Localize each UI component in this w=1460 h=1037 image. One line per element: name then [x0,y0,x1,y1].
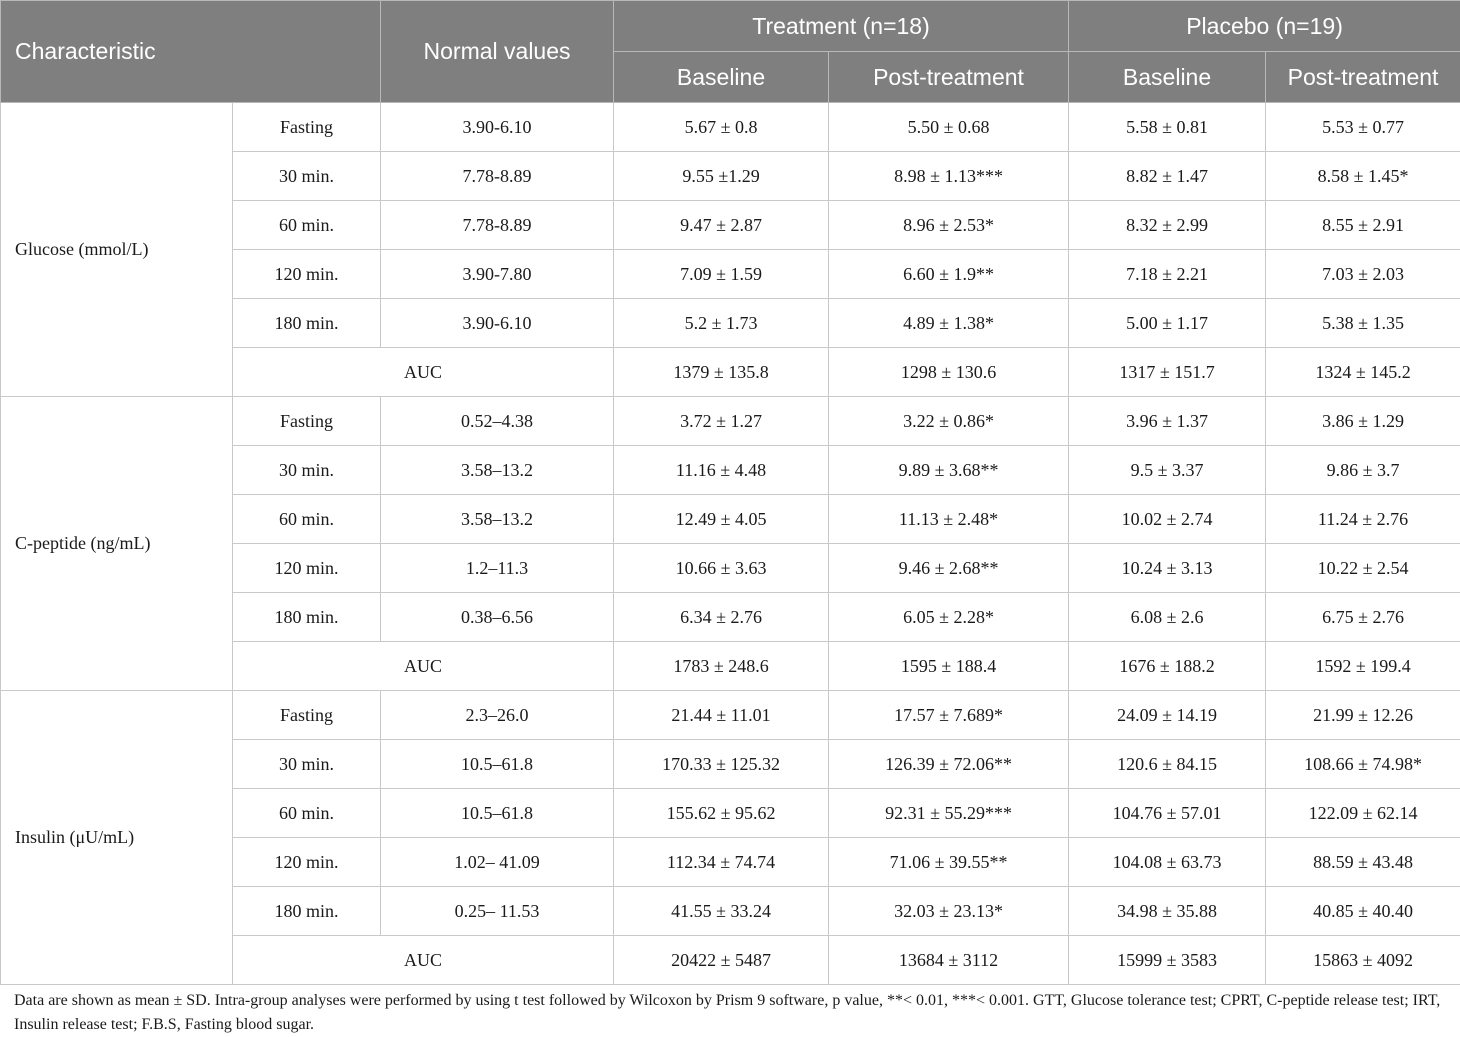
placebo-baseline-cell: 9.5 ± 3.37 [1069,446,1266,495]
treatment-post-cell: 71.06 ± 39.55** [829,838,1069,887]
header-treatment: Treatment (n=18) [614,1,1069,52]
header-characteristic: Characteristic [1,1,381,103]
normal-range-cell: 0.25– 11.53 [381,887,614,936]
treatment-post-cell: 1298 ± 130.6 [829,348,1069,397]
placebo-baseline-cell: 8.82 ± 1.47 [1069,152,1266,201]
time-cell: Fasting [233,691,381,740]
normal-range-cell: 2.3–26.0 [381,691,614,740]
normal-range-cell: 1.02– 41.09 [381,838,614,887]
normal-range-cell: 10.5–61.8 [381,740,614,789]
placebo-baseline-cell: 34.98 ± 35.88 [1069,887,1266,936]
time-cell: 30 min. [233,152,381,201]
treatment-post-cell: 9.46 ± 2.68** [829,544,1069,593]
placebo-post-cell: 108.66 ± 74.98* [1266,740,1460,789]
placebo-baseline-cell: 3.96 ± 1.37 [1069,397,1266,446]
treatment-baseline-cell: 112.34 ± 74.74 [614,838,829,887]
treatment-baseline-cell: 5.2 ± 1.73 [614,299,829,348]
treatment-baseline-cell: 21.44 ± 11.01 [614,691,829,740]
header-normal-values: Normal values [381,1,614,103]
placebo-post-cell: 40.85 ± 40.40 [1266,887,1460,936]
header-treatment-post: Post-treatment [829,52,1069,103]
placebo-baseline-cell: 5.00 ± 1.17 [1069,299,1266,348]
placebo-post-cell: 8.58 ± 1.45* [1266,152,1460,201]
normal-range-cell: 10.5–61.8 [381,789,614,838]
treatment-baseline-cell: 3.72 ± 1.27 [614,397,829,446]
placebo-post-cell: 9.86 ± 3.7 [1266,446,1460,495]
placebo-baseline-cell: 7.18 ± 2.21 [1069,250,1266,299]
group-label: Glucose (mmol/L) [1,103,233,397]
table-body [1,103,1460,985]
treatment-baseline-cell: 9.55 ±1.29 [614,152,829,201]
placebo-post-cell: 6.75 ± 2.76 [1266,593,1460,642]
group-label: C-peptide (ng/mL) [1,397,233,691]
placebo-post-cell: 21.99 ± 12.26 [1266,691,1460,740]
treatment-post-cell: 8.98 ± 1.13*** [829,152,1069,201]
normal-range-cell: 3.90-6.10 [381,299,614,348]
normal-range-cell: 7.78-8.89 [381,152,614,201]
placebo-baseline-cell: 104.08 ± 63.73 [1069,838,1266,887]
treatment-baseline-cell: 11.16 ± 4.48 [614,446,829,495]
treatment-post-cell: 5.50 ± 0.68 [829,103,1069,152]
treatment-post-cell: 126.39 ± 72.06** [829,740,1069,789]
treatment-baseline-cell: 155.62 ± 95.62 [614,789,829,838]
treatment-post-cell: 3.22 ± 0.86* [829,397,1069,446]
placebo-post-cell: 10.22 ± 2.54 [1266,544,1460,593]
treatment-baseline-cell: 12.49 ± 4.05 [614,495,829,544]
header-row-top [1,1,1460,52]
placebo-baseline-cell: 15999 ± 3583 [1069,936,1266,985]
treatment-baseline-cell: 5.67 ± 0.8 [614,103,829,152]
normal-range-cell: 3.58–13.2 [381,446,614,495]
treatment-baseline-cell: 20422 ± 5487 [614,936,829,985]
normal-range-cell: 3.58–13.2 [381,495,614,544]
group-label: Insulin (μU/mL) [1,691,233,985]
treatment-post-cell: 4.89 ± 1.38* [829,299,1069,348]
placebo-post-cell: 1324 ± 145.2 [1266,348,1460,397]
table-header [1,1,1460,103]
time-cell: Fasting [233,103,381,152]
time-cell: 180 min. [233,887,381,936]
placebo-post-cell: 8.55 ± 2.91 [1266,201,1460,250]
time-cell: 60 min. [233,495,381,544]
placebo-baseline-cell: 1317 ± 151.7 [1069,348,1266,397]
placebo-baseline-cell: 10.02 ± 2.74 [1069,495,1266,544]
placebo-post-cell: 122.09 ± 62.14 [1266,789,1460,838]
header-placebo: Placebo (n=19) [1069,1,1460,52]
auc-label: AUC [233,642,614,691]
auc-label: AUC [233,348,614,397]
placebo-baseline-cell: 8.32 ± 2.99 [1069,201,1266,250]
header-placebo-post: Post-treatment [1266,52,1460,103]
normal-range-cell: 0.38–6.56 [381,593,614,642]
table-row [1,397,1460,446]
treatment-baseline-cell: 7.09 ± 1.59 [614,250,829,299]
treatment-post-cell: 13684 ± 3112 [829,936,1069,985]
time-cell: 180 min. [233,299,381,348]
placebo-baseline-cell: 6.08 ± 2.6 [1069,593,1266,642]
table-row [1,691,1460,740]
treatment-baseline-cell: 170.33 ± 125.32 [614,740,829,789]
time-cell: 30 min. [233,446,381,495]
normal-range-cell: 1.2–11.3 [381,544,614,593]
normal-range-cell: 3.90-6.10 [381,103,614,152]
treatment-post-cell: 6.60 ± 1.9** [829,250,1069,299]
placebo-baseline-cell: 24.09 ± 14.19 [1069,691,1266,740]
placebo-baseline-cell: 104.76 ± 57.01 [1069,789,1266,838]
treatment-baseline-cell: 41.55 ± 33.24 [614,887,829,936]
treatment-post-cell: 9.89 ± 3.68** [829,446,1069,495]
header-treatment-baseline: Baseline [614,52,829,103]
placebo-post-cell: 1592 ± 199.4 [1266,642,1460,691]
time-cell: Fasting [233,397,381,446]
table-row [1,103,1460,152]
placebo-baseline-cell: 120.6 ± 84.15 [1069,740,1266,789]
placebo-baseline-cell: 1676 ± 188.2 [1069,642,1266,691]
treatment-baseline-cell: 10.66 ± 3.63 [614,544,829,593]
time-cell: 120 min. [233,838,381,887]
normal-range-cell: 0.52–4.38 [381,397,614,446]
table-footnote: Data are shown as mean ± SD. Intra-group analyses were performed by using t test followed by Wilcoxon by Prism 9 software, p value, **< 0.01, ***< 0.001. GTT, Glucose tolerance test; CPRT, C-peptide release test; IRT, Insulin release test; F.B.S, Fasting blood sugar. [14,992,1441,1033]
placebo-post-cell: 11.24 ± 2.76 [1266,495,1460,544]
treatment-post-cell: 32.03 ± 23.13* [829,887,1069,936]
auc-label: AUC [233,936,614,985]
time-cell: 30 min. [233,740,381,789]
placebo-baseline-cell: 10.24 ± 3.13 [1069,544,1266,593]
placebo-post-cell: 3.86 ± 1.29 [1266,397,1460,446]
treatment-post-cell: 6.05 ± 2.28* [829,593,1069,642]
treatment-post-cell: 8.96 ± 2.53* [829,201,1069,250]
placebo-baseline-cell: 5.58 ± 0.81 [1069,103,1266,152]
treatment-post-cell: 1595 ± 188.4 [829,642,1069,691]
time-cell: 120 min. [233,544,381,593]
treatment-post-cell: 17.57 ± 7.689* [829,691,1069,740]
treatment-baseline-cell: 6.34 ± 2.76 [614,593,829,642]
treatment-post-cell: 11.13 ± 2.48* [829,495,1069,544]
placebo-post-cell: 5.38 ± 1.35 [1266,299,1460,348]
normal-range-cell: 3.90-7.80 [381,250,614,299]
treatment-baseline-cell: 9.47 ± 2.87 [614,201,829,250]
treatment-post-cell: 92.31 ± 55.29*** [829,789,1069,838]
normal-range-cell: 7.78-8.89 [381,201,614,250]
time-cell: 60 min. [233,201,381,250]
placebo-post-cell: 5.53 ± 0.77 [1266,103,1460,152]
treatment-baseline-cell: 1379 ± 135.8 [614,348,829,397]
placebo-post-cell: 15863 ± 4092 [1266,936,1460,985]
placebo-post-cell: 88.59 ± 43.48 [1266,838,1460,887]
placebo-post-cell: 7.03 ± 2.03 [1266,250,1460,299]
treatment-baseline-cell: 1783 ± 248.6 [614,642,829,691]
time-cell: 120 min. [233,250,381,299]
header-placebo-baseline: Baseline [1069,52,1266,103]
time-cell: 60 min. [233,789,381,838]
time-cell: 180 min. [233,593,381,642]
